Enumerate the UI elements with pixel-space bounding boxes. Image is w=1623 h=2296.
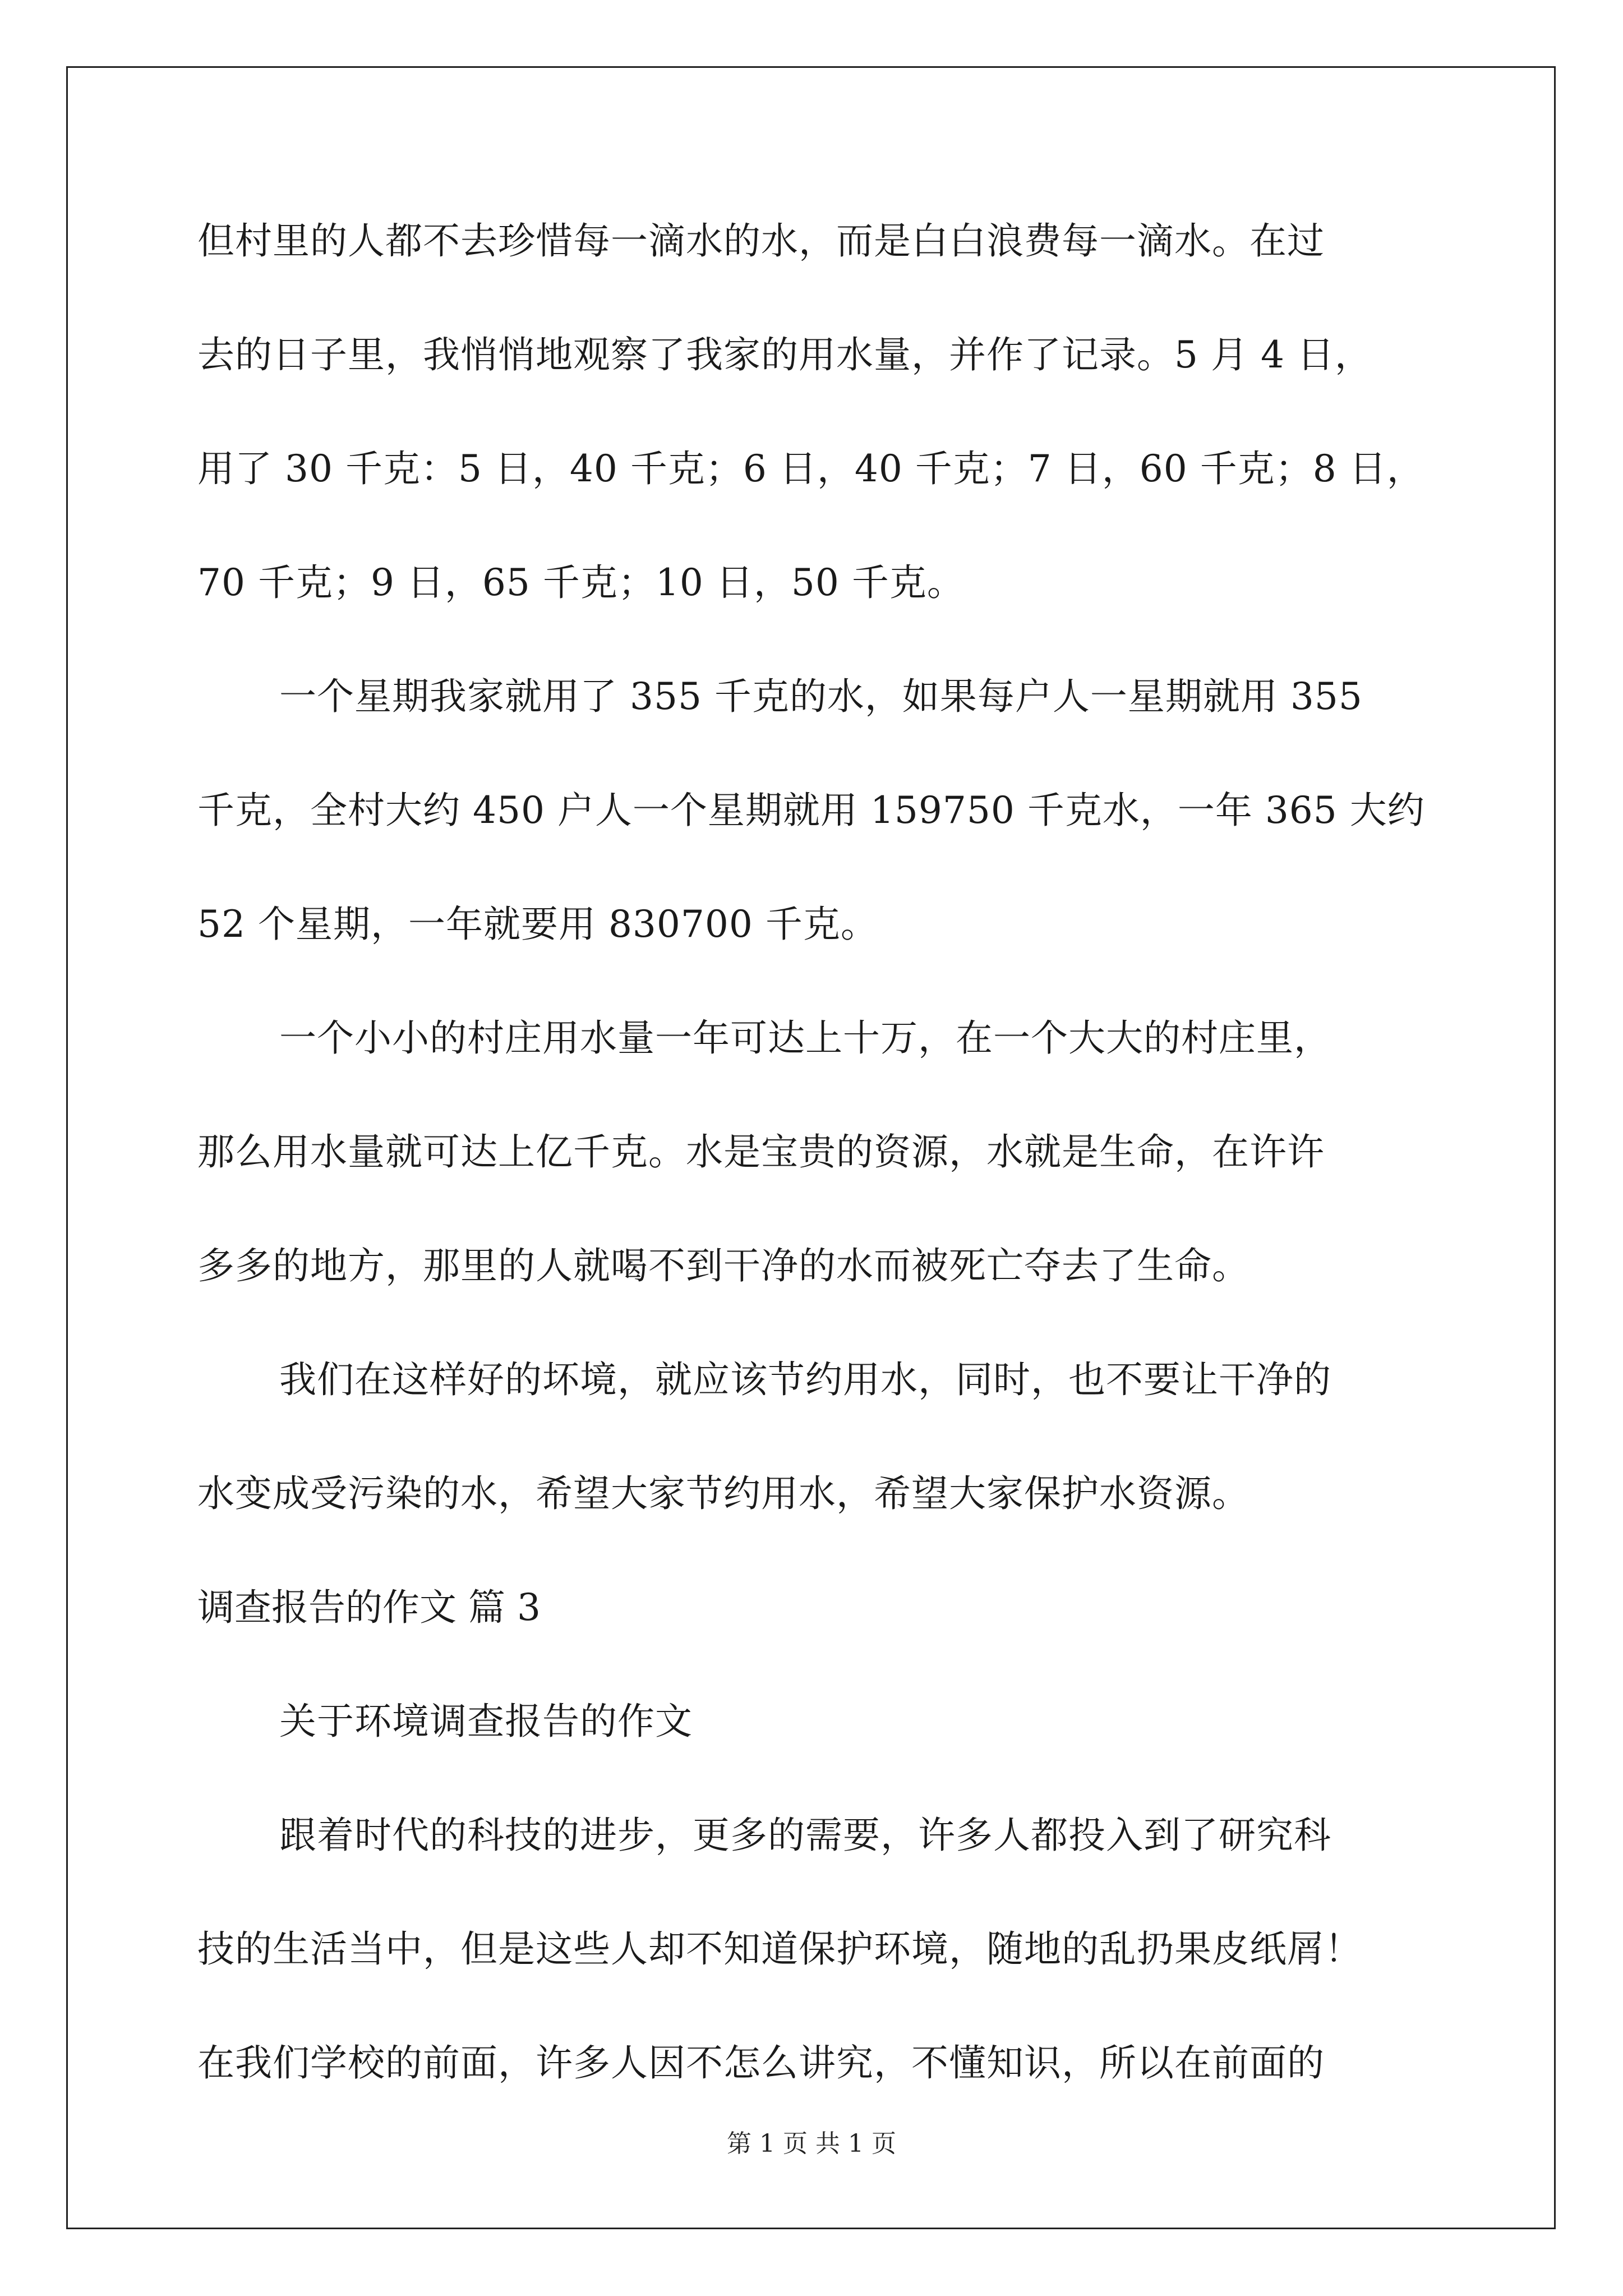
text-line: 去的日子里，我悄悄地观察了我家的用水量，并作了记录。5 月 4 日， xyxy=(197,333,1372,376)
text-line: 千克，全村大约 450 户人一个星期就用 159750 千克水，一年 365 大约 xyxy=(197,789,1425,832)
text-line: 70 千克；9 日，65 千克；10 日，50 千克。 xyxy=(197,561,965,604)
text-line: 但村里的人都不去珍惜每一滴水的水，而是白白浪费每一滴水。在过 xyxy=(197,219,1325,263)
text-line: 那么用水量就可达上亿千克。水是宝贵的资源，水就是生命，在许许 xyxy=(197,1130,1325,1174)
text-line: 52 个星期，一年就要用 830700 千克。 xyxy=(197,903,878,946)
article-title: 关于环境调查报告的作文 xyxy=(279,1700,693,1743)
text-line: 一个小小的村庄用水量一年可达上十万，在一个大大的村庄里， xyxy=(279,1016,1331,1060)
section-heading: 调查报告的作文 篇 3 xyxy=(197,1586,541,1629)
text-line: 跟着时代的科技的进步，更多的需要，许多人都投入到了研究科 xyxy=(279,1814,1331,1857)
text-line: 技的生活当中，但是这些人却不知道保护环境，随地的乱扔果皮纸屑！ xyxy=(197,1927,1362,1971)
document-body xyxy=(197,219,1465,2155)
text-line: 多多的地方，那里的人就喝不到干净的水而被死亡夺去了生命。 xyxy=(197,1244,1249,1287)
text-line: 水变成受污染的水，希望大家节约用水，希望大家保护水资源。 xyxy=(197,1472,1249,1515)
text-line: 一个星期我家就用了 355 千克的水，如果每户人一星期就用 355 xyxy=(279,675,1363,718)
page-footer: 第 1 页 共 1 页 xyxy=(727,2129,896,2158)
text-line: 在我们学校的前面，许多人因不怎么讲究，不懂知识，所以在前面的 xyxy=(197,2041,1325,2085)
text-line: 我们在这样好的坏境，就应该节约用水，同时，也不要让干净的 xyxy=(279,1358,1331,1401)
text-line: 用了 30 千克：5 日，40 千克；6 日，40 千克；7 日，60 千克；8 日， xyxy=(197,447,1424,490)
